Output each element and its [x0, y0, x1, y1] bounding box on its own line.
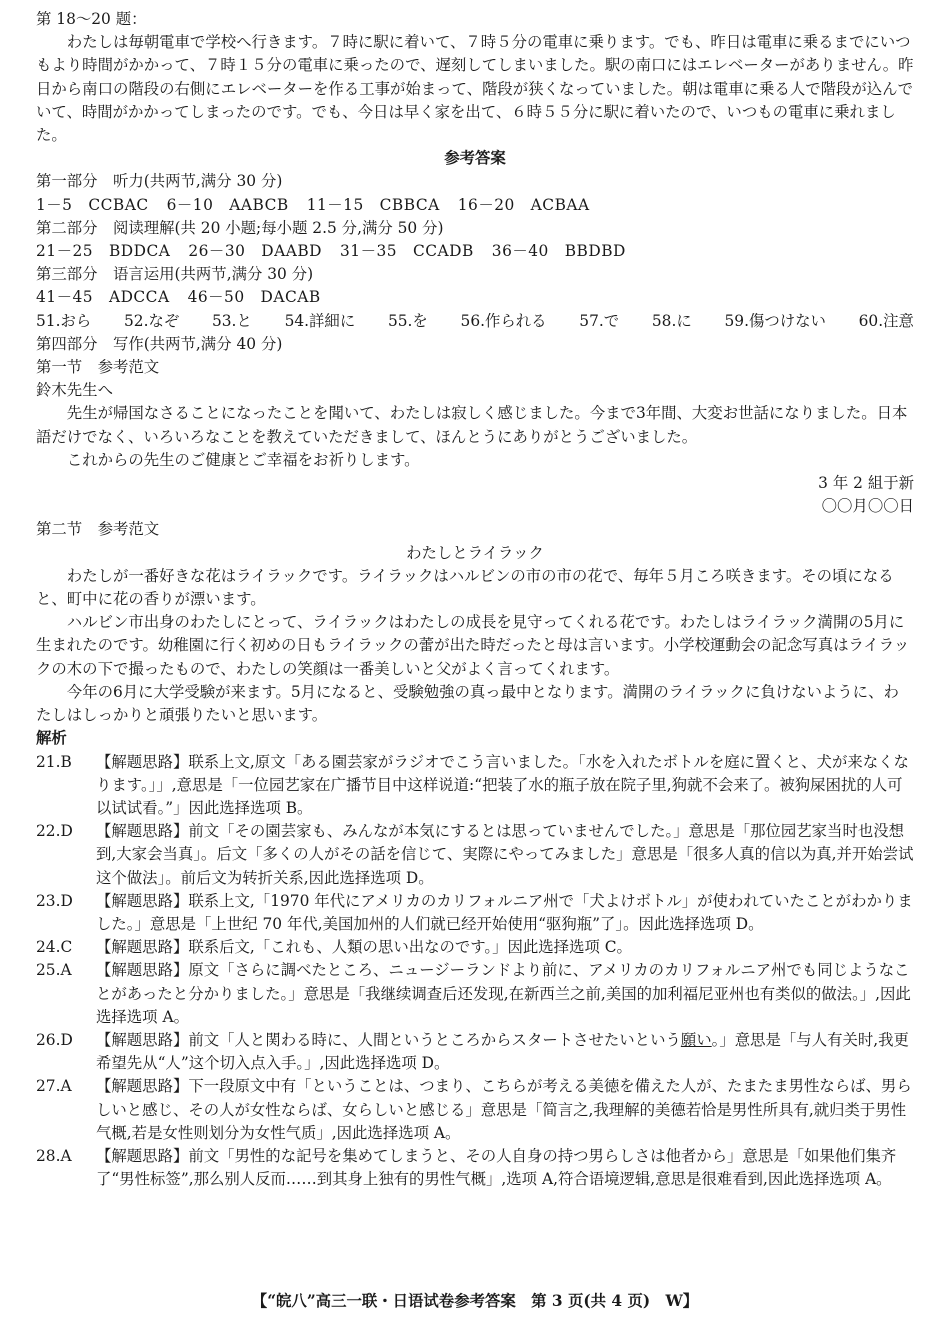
- fill-answer: 55.を: [387, 311, 428, 330]
- part3b-answers: [36, 310, 914, 333]
- answer-group: 31－35 CCADB: [340, 242, 474, 261]
- answer-group: 16－20 ACBAA: [457, 195, 590, 214]
- analysis-text: 【解题思路】下一段原文中有「ということは、つまり、こちらが考える美徳を備えた人が、たまたま男性ならば、男らしいと感じ、その人が女性ならば、女らしいと感じる」意思是「简言之,我理解的美德若恰是男性所具有,就归类于男性气概,若是女性则划分为女性气质」,因此选择选项 A。: [96, 1077, 912, 1142]
- fill-answer: 57.で: [579, 311, 620, 330]
- answer-group: 26－30 DAABD: [188, 242, 323, 261]
- essay1-section: 第一节 参考范文: [36, 358, 160, 377]
- answer-group: 11－15 CBBCA: [306, 195, 440, 214]
- analysis-text: 【解题思路】前文「男性的な記号を集めてしまうと、その人自身の持つ男らしさは他者から」意思是「如果他们集齐了“男性标签”,那么别人反而……到其身上独有的男性气概」,选项 A,符合语境逻辑,意思是很难看到,因此选择选项 A。: [96, 1146, 897, 1189]
- passage-heading: 第 18～20 题：: [36, 10, 147, 28]
- question-number: 23.D: [36, 891, 73, 910]
- question-number: 28.A: [36, 1146, 72, 1165]
- analysis-item: [36, 751, 914, 821]
- analysis-item: [36, 890, 914, 936]
- fill-answer: 60.注意: [858, 311, 914, 330]
- analysis-text: 【解题思路】联系上文,原文「ある園芸家がラジオでこう言いました。「水を入れたボトルを庭に置くと、犬が来なくなります。」」,意思是「一位园艺家在广播节目中这样说道:“把装了水的瓶子放在院子里,狗就不会来了。被狗屎困扰的人可以试试看。”」因此选择选项 B。: [96, 752, 909, 817]
- answer-group: 6－10 AABCB: [166, 195, 289, 214]
- fill-answer: 54.詳細に: [284, 311, 356, 330]
- part3-title: 第三部分 语言运用(共两节,满分 30 分): [36, 265, 314, 284]
- essay2-section: 第二节 参考范文: [36, 520, 160, 539]
- answer-group: 46－50 DACAB: [187, 288, 321, 307]
- analysis-item: [36, 936, 914, 959]
- essay1-salutation: 鈴木先生へ: [36, 381, 113, 400]
- analysis-text: [96, 1029, 914, 1075]
- question-number: 22.D: [36, 822, 73, 841]
- question-number: 25.A: [36, 961, 72, 980]
- analysis-item: [36, 820, 914, 890]
- essay2-title: わたしとライラック: [406, 543, 544, 562]
- essay2-para1: わたしが一番好きな花はライラックです。ライラックはハルビンの市の市の花で、毎年５月ころ咲きます。その頃になると、町中に花の香りが漂います。: [36, 566, 894, 609]
- essay2-para2: ハルビン市出身のわたしにとって、ライラックはわたしの成長を見守ってくれる花です。わたしはライラック満開の5月に生まれたのです。幼稚園に行く初めの日もライラックの蕾が出た時だったと母は言います。小学校運動会の記念写真はライラックの木の下で撮ったもので、わたしの笑顔は一番美しいと父がよく言ってくれます。: [36, 613, 910, 678]
- essay1-para1: 先生が帰国なさることになったことを聞いて、わたしは寂しく感じました。今まで3年間、大変お世話になりました。日本語だけでなく、いろいろなことを教えていただきまして、ほんとうにありがとうございました。: [36, 404, 908, 446]
- part4-title: 第四部分 写作(共两节,满分 40 分): [36, 334, 283, 353]
- answer-group: 36－40 BBDBD: [491, 242, 626, 261]
- underlined-word: 願い: [680, 1030, 712, 1049]
- part2-title: 第二部分 阅读理解(共 20 小题;每小题 2.5 分,满分 50 分): [36, 218, 444, 237]
- question-number: 27.A: [36, 1077, 72, 1096]
- analysis-text: 【解题思路】原文「さらに調べたところ、ニュージーランドより前に、アメリカのカリフォルニア州でも同じようなことがあったと分かりました。」意思是「我继续调查后还发现,在新西兰之前,美国的加利福尼亚州也有类似的做法。」,因此选择选项 A。: [96, 961, 911, 1026]
- essay2-para3: 今年の6月に大学受験が来ます。5月になると、受験勉強の真っ最中となります。満開のライラックに負けないように、わたしはしっかりと頑張りたいと思います。: [36, 682, 899, 725]
- analysis-text-post: 。」意思是「与人有关时,我更希望先从“人”这个切入点入手。」,因此选择选项 D。: [96, 1030, 909, 1073]
- fill-answer: 53.と: [211, 311, 252, 330]
- analysis-text: 【解题思路】前文「その園芸家も、みんなが本気にするとは思っていませんでした。」意思是「那位园艺家当时也没想到,大家会当真」。后文「多くの人がその話を信じて、実際にやってみました」意思是「很多人真的信以为真,并开始尝试这个做法」。前后文为转折关系,因此选择选项 D。: [96, 822, 914, 887]
- answer-group: 1－5 CCBAC: [36, 195, 149, 214]
- page-footer: 【“皖八”高三一联・日语试卷参考答案 第 3 页(共 4 页) W】: [251, 1292, 699, 1310]
- analysis-title: 解析: [36, 729, 67, 748]
- question-number: 26.D: [36, 1030, 73, 1049]
- analysis-text: 【解题思路】联系上文,「1970 年代にアメリカのカリフォルニア州で「犬よけボトル」が使われていたことがわかりました。」意思是「上世纪 70 年代,美国加州的人们就已经开始使用“驱狗瓶”了」。因此选择选项 D。: [96, 891, 913, 933]
- analysis-item: [36, 959, 914, 1029]
- passage-text: わたしは毎朝電車で学校へ行きます。７時に駅に着いて、７時５分の電車に乗ります。でも、昨日は電車に乗るまでにいつもより時間がかかって、７時１５分の電車に乗ったので、遅刻してしまいました。駅の南口にはエレベーターがありません。昨日から南口の階段の右側にエレベーターを作る工事が始まって、階段が狭くなっていました。朝は電車に乗る人で階段が込んでいて、時間がかかってしまったのです。でも、今日は早く家を出て、６時５５分に駅に着いたので、いつもの電車に乗れました。: [36, 33, 914, 145]
- fill-answer: 59.傷つけない: [724, 311, 826, 330]
- part2-answers: [36, 240, 914, 263]
- analysis-item: [36, 1075, 914, 1145]
- analysis-item: [36, 1029, 914, 1075]
- fill-answer: 58.に: [651, 311, 692, 330]
- question-number: 21.B: [36, 752, 72, 771]
- part3a-answers: [36, 286, 914, 309]
- question-number: 24.C: [36, 938, 73, 957]
- analysis-text-pre: 【解题思路】前文「人と関わる時に、人間というところからスタートさせたいという: [96, 1030, 681, 1049]
- analysis-item: [36, 1145, 914, 1191]
- part1-title: 第一部分 听力(共两节,满分 30 分): [36, 172, 283, 191]
- essay1-signer: 3 年 2 組于新: [818, 474, 914, 493]
- fill-answer: 51.おら: [36, 311, 92, 330]
- fill-answer: 52.なぞ: [123, 311, 180, 330]
- essay1-para2: これからの先生のご健康とご幸福をお祈りします。: [66, 450, 420, 469]
- fill-answer: 56.作られる: [460, 311, 547, 330]
- part1-answers: [36, 194, 914, 217]
- analysis-text: 【解题思路】联系后文,「これも、人類の思い出なのです。」因此选择选项 C。: [96, 938, 632, 957]
- answer-group: 41－45 ADCCA: [36, 288, 170, 307]
- answers-title: 参考答案: [444, 149, 506, 168]
- essay1-date: 〇〇月〇〇日: [821, 497, 914, 516]
- answer-group: 21－25 BDDCA: [36, 242, 171, 261]
